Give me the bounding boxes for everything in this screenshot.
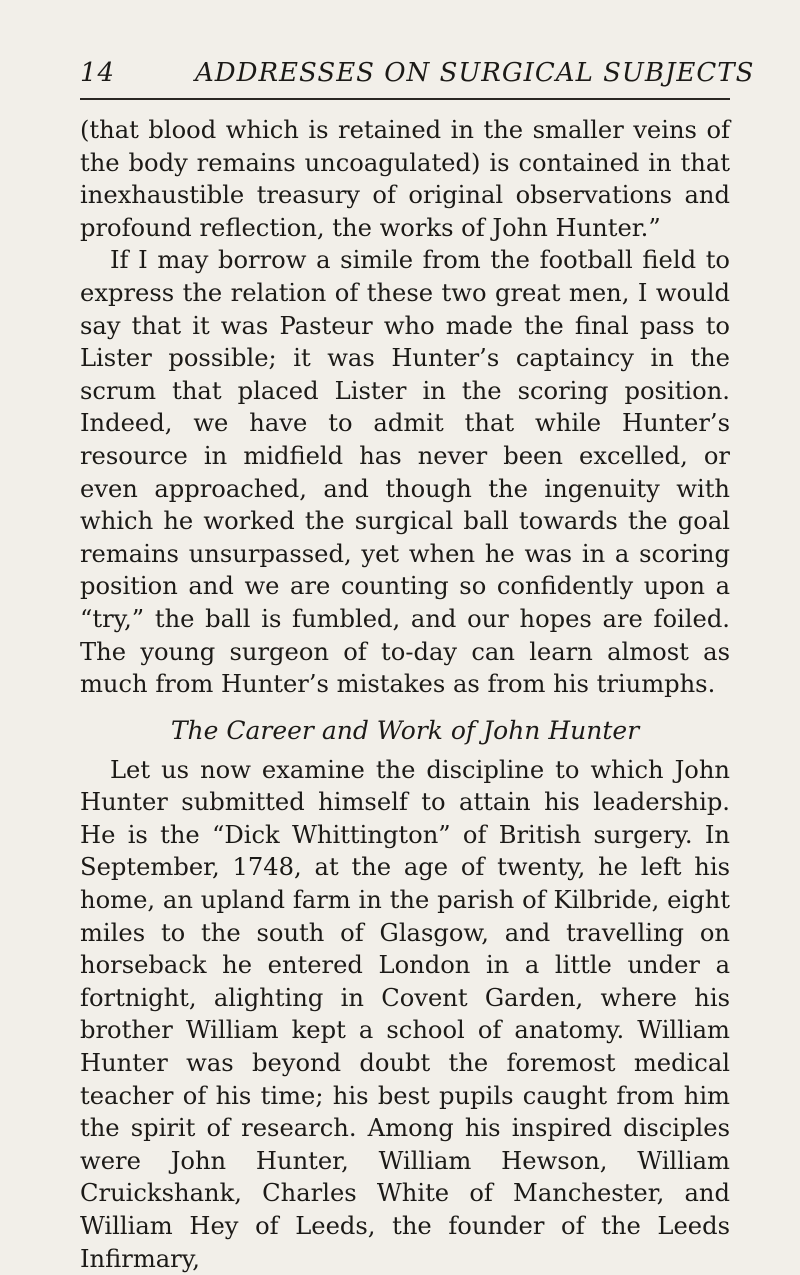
running-head: [80, 58, 755, 98]
page-number: 14: [80, 58, 116, 88]
section-heading: The Career and Work of John Hunter: [170, 715, 640, 745]
running-head-title: ADDRESSES ON SURGICAL SUBJECTS: [195, 58, 755, 88]
header-rule: [80, 98, 730, 100]
paragraph-football-simile: If I may borrow a simile from the football field to express the relation of these two great men, I would say that it was Pasteur who made the final pass to Lister possible; it was Hunter’s captaincy in the scrum that placed Lister in the scoring position. Indeed, we have to admit that while Hunter’s resource in midfield has never been excelled, or even approached, and though the ingenuity with which he worked the surgical ball towards the goal remains unsurpassed, yet when he was in a scoring position and we are counting so confidently upon a “try,” the ball is fumbled, and our hopes are foiled. The young surgeon of to-day can learn almost as much from Hunter’s mistakes as from his triumphs.: [80, 246, 730, 699]
body-text: [80, 114, 730, 1275]
paragraph-continued: (that blood which is retained in the smaller veins of the body remains uncoagulated) is contained in that inexhaustible treasury of original observations and profound reflection, the works of John Hunter.”: [80, 116, 730, 242]
paragraph-career: Let us now examine the discipline to which John Hunter submitted himself to attain his leadership. He is the “Dick Whittington” of British surgery. In September, 1748, at the age of twenty, he left his home, an upland farm in the parish of Kilbride, eight miles to the south of Glasgow, and travelling on horseback he entered London in a little under a fortnight, alighting in Covent Garden, where his brother William kept a school of anatomy. William Hunter was beyond doubt the foremost medical teacher of his time; his best pupils caught from him the spirit of research. Among his inspired disciples were John Hunter, William Hewson, William Cruickshank, Charles White of Manchester, and William Hey of Leeds, the founder of the Leeds Infirmary,: [80, 755, 730, 1273]
book-page: [80, 58, 755, 1275]
